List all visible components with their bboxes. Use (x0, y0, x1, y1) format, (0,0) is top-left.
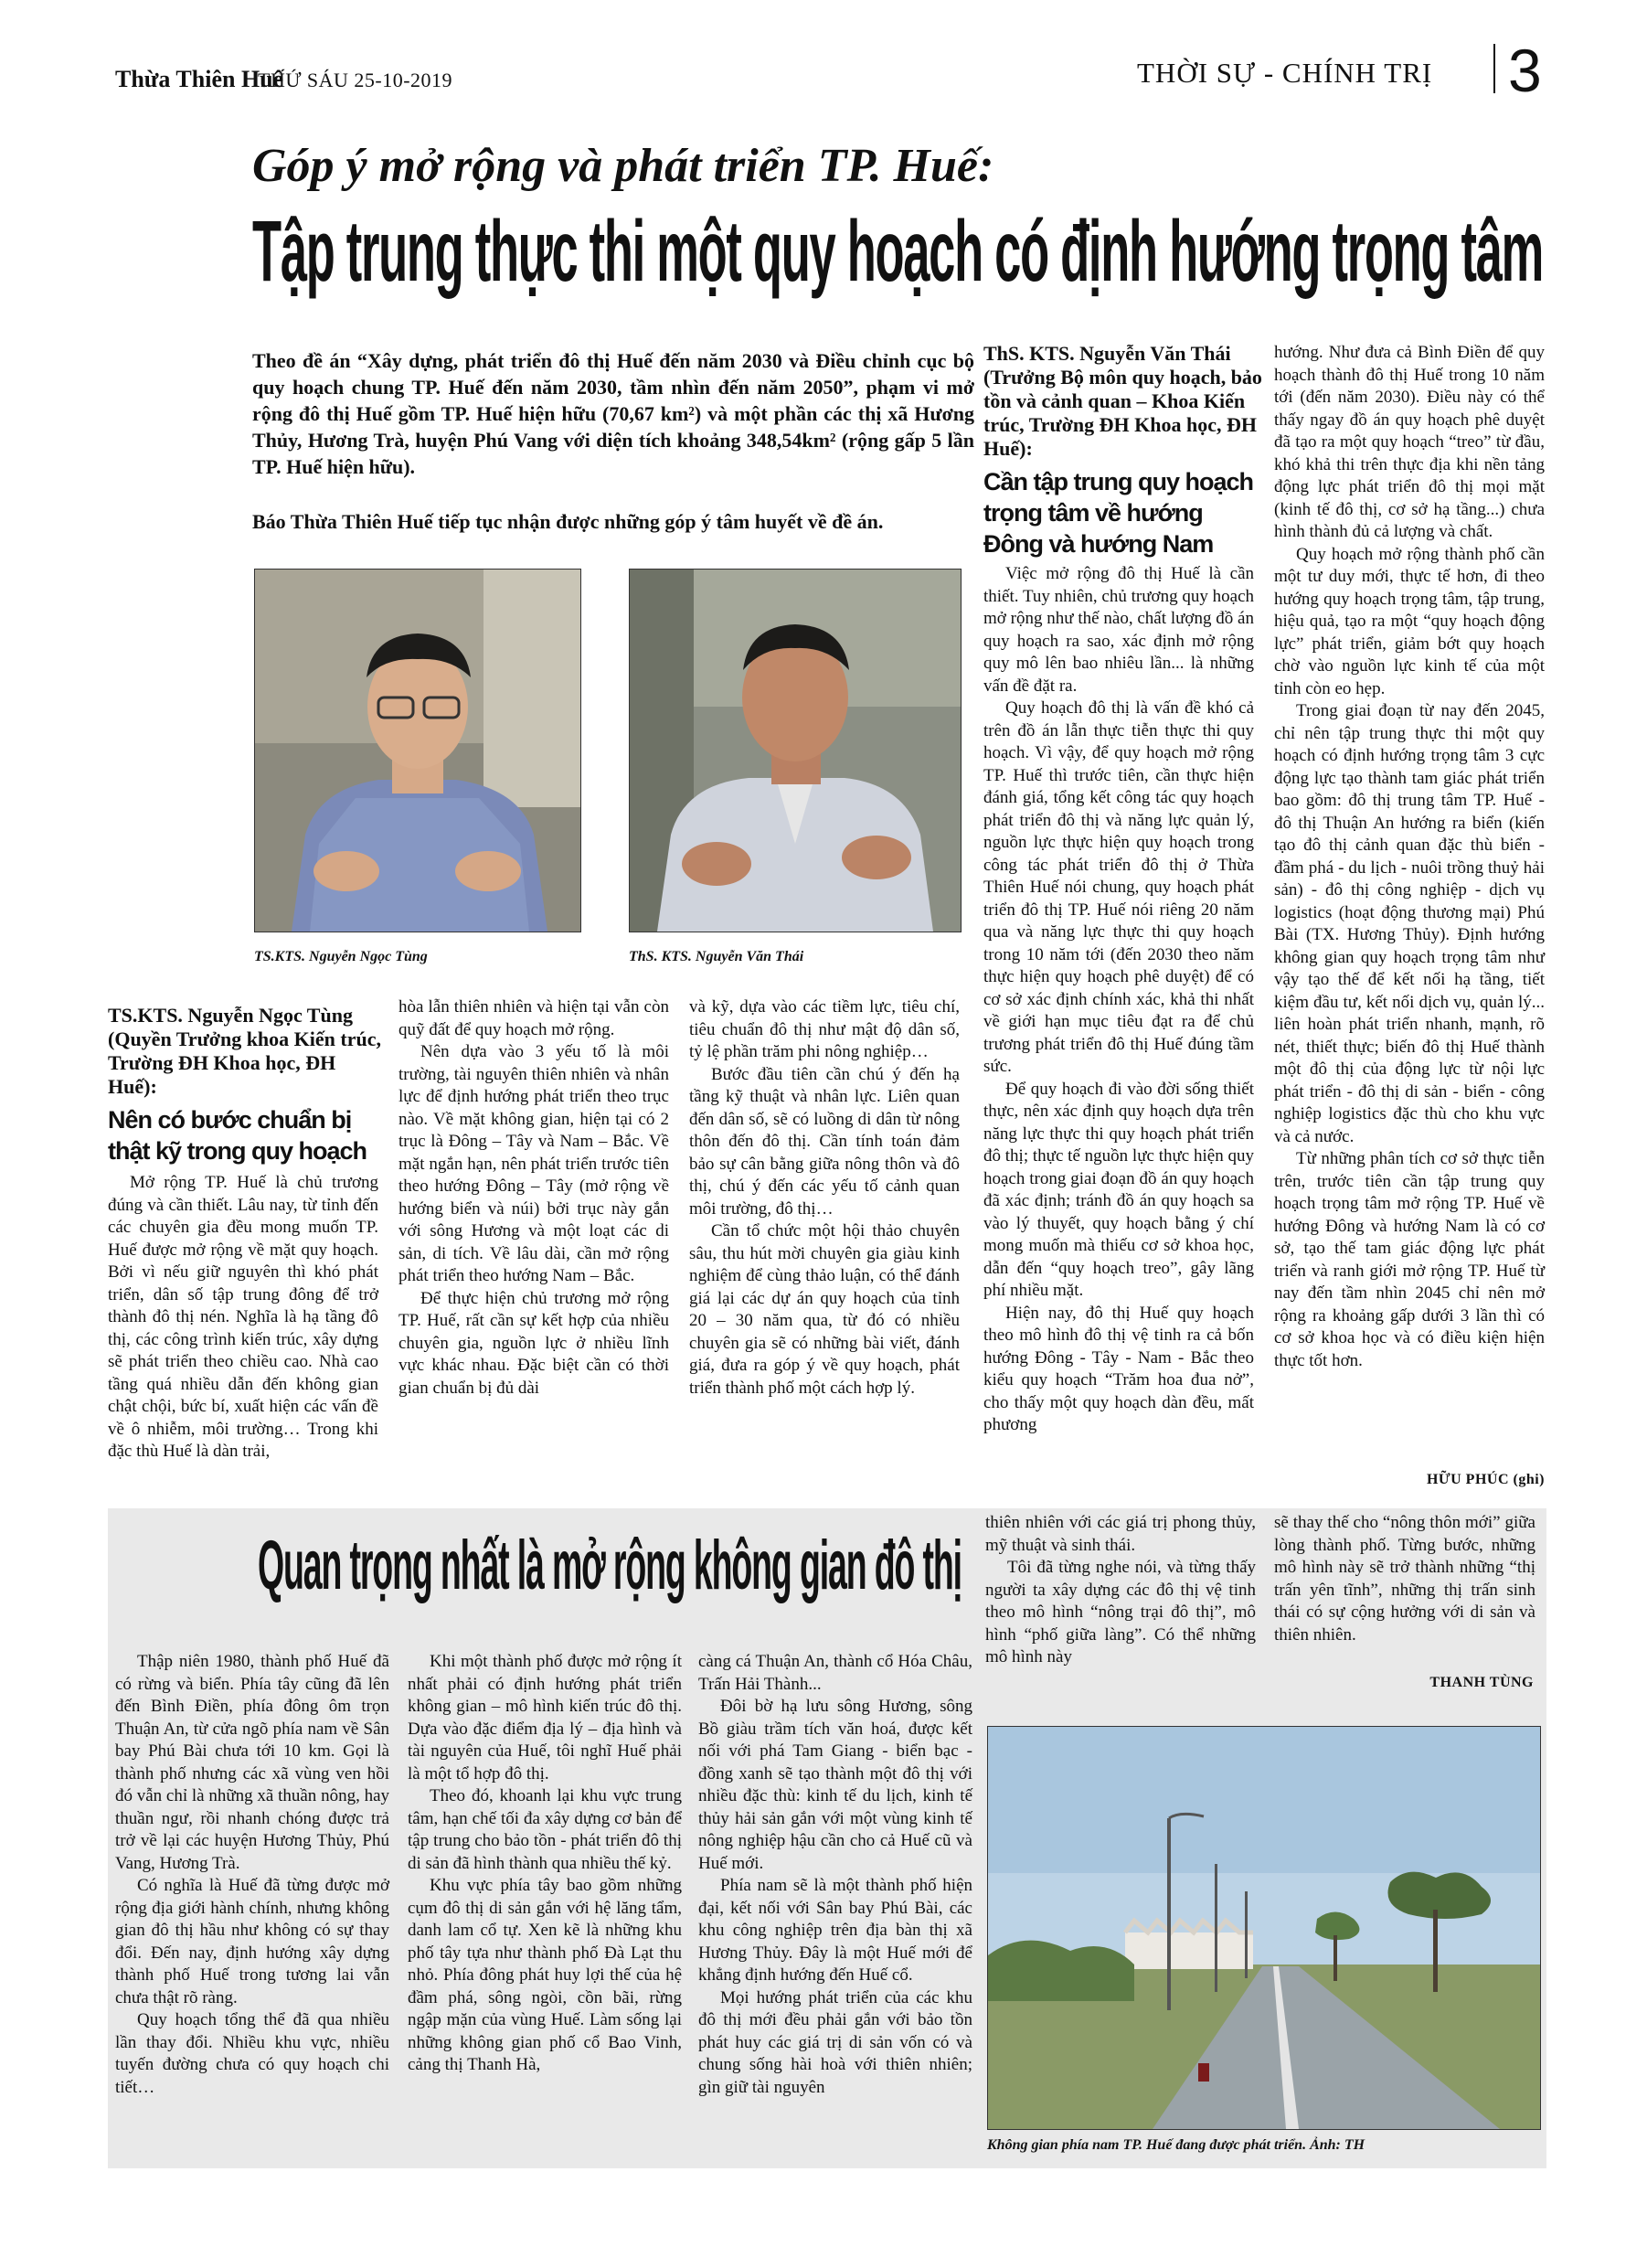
box-paragraph: Thập niên 1980, thành phố Huế đã có rừng và biển. Phía tây cũng đã lên đến Bình Điền, phía đông ôm trọn Thuận An, từ cửa ngõ phía nam về Sân bay Phú Bài chưa tới 10 km. Gọi là thành phố nhưng các xã vùng ven hồi đó vẫn chỉ là những xã thuần nông, hay thuần ngư, rồi nhanh chóng được trả trở về lại các huyện Hương Thủy, Phú Vang, Hương Trà. (115, 1652, 389, 1873)
tung-paragraph: Để thực hiện chủ trương mở rộng TP. Huế, rất cần sự kết hợp của nhiều chuyên gia, nguồn lực ở nhiều lĩnh vực khác nhau. Đặc biệt cần có thời gian chuẩn bị đủ dài (398, 1288, 669, 1398)
tung-column-1 (108, 1172, 378, 1464)
subhead-tung: Nên có bước chuẩn bị thật kỹ trong quy hoạch (108, 1106, 367, 1165)
box-headline: Quan trọng nhất là mở rộng không gian đô thị (258, 1526, 962, 1604)
box-column-3 (698, 1651, 972, 2099)
article-lead: Theo đề án “Xây dựng, phát triển đô thị Huế đến năm 2030 và Điều chỉnh cục bộ quy hoạch chung TP. Huế đến năm 2030, tầm nhìn đến năm 2050”, phạm vi mở rộng đô thị Huế gồm TP. Huế hiện hữu (70,67 km²) và một phần các thị xã Hương Thủy, Hương Trà, huyện Phú Vang với diện tích khoảng 348,54km² (rộng gấp 5 lần TP. Huế hiện hữu). (252, 349, 974, 478)
box-paragraph: càng cá Thuận An, thành cổ Hóa Châu, Trấn Hải Thành... (698, 1652, 972, 1694)
box-paragraph: Quy hoạch tổng thể đã qua nhiều lần thay đổi. Nhiều khu vực, nhiều tuyến đường chưa có quy hoạch chi tiết… (115, 2010, 389, 2097)
byline-thai: ThS. KTS. Nguyễn Văn Thái (Trưởng Bộ môn quy hoạch, bảo tồn và cảnh quan – Khoa Kiến trúc, Trường ĐH Khoa học, ĐH Huế): (983, 342, 1262, 460)
box-paragraph: Phía nam sẽ là một thành phố hiện đại, kết nối với Sân bay Phú Bài, các khu công nghiệp trên địa bàn thị xã Hương Thủy. Đây là một Huế mới để khẳng định hướng đến Huế cổ. (698, 1876, 972, 1985)
box-column-4 (985, 1512, 1256, 1669)
paper-name: Thừa Thiên Huế (115, 66, 284, 92)
tung-paragraph: hòa lẫn thiên nhiên và hiện tại vẫn còn quỹ đất để quy hoạch mở rộng. (398, 997, 669, 1039)
thai-paragraph: Việc mở rộng đô thị Huế là cần thiết. Tuy nhiên, chủ trương quy hoạch mở rộng như thế nào, chất lượng đồ án quy hoạch ra sao, xác định mở rộng quy mô lên bao nhiêu lần... là những vấn đề đặt ra. (983, 564, 1254, 696)
article-credit: HỮU PHÚC (ghi) (1426, 1472, 1545, 1487)
street-photo (987, 1726, 1541, 2130)
box-paragraph: Khu vực phía tây bao gồm những cụm đô thị di sản gắn với hệ lăng tẩm, danh lam cổ tự. Xen kẽ là những khu phố tây tựa như thành phố Đà Lạt thu nhỏ. Phía đông phát huy lợi thế của hệ đầm phá, sông ngòi, cồn bãi, rừng ngập mặn của vùng Huế. Làm sống lại những không gian phố cổ Bao Vinh, cảng thị Thanh Hà, (408, 1876, 682, 2074)
thai-paragraph: hướng. Như đưa cả Bình Điền để quy hoạch thành đô thị Huế trong 10 năm tới (đến năm 2030). Điều này có thể thấy ngay đồ án quy hoạch phê duyệt đã tạo ra một quy hoạch “treo” từ đầu, khó khả thi trên thực địa khi nền tảng động lực phát triển đô thị mọi mặt (kinh tế đô thị, cơ sở hạ tầng...) chưa hình thành đủ cả lượng và chất. (1274, 343, 1545, 541)
byline-tung: TS.KTS. Nguyễn Ngọc Tùng (Quyền Trưởng khoa Kiến trúc, Trường ĐH Khoa học, ĐH Huế): (108, 1004, 381, 1098)
box-paragraph: thiên nhiên với các giá trị phong thủy, mỹ thuật và sinh thái. (985, 1513, 1256, 1555)
tung-paragraph: Bước đầu tiên cần chú ý đến hạ tầng kỹ thuật và nhân lực. Liên quan đến dân số, sẽ có luồng di dân từ nông thôn đến đô thị. Cần tính toán đảm bảo sự cân bằng giữa nông thôn và đô thị, chú ý đến các yếu tố cảnh quan môi trường, đô thị… (689, 1064, 960, 1219)
box-column-1 (115, 1651, 389, 2099)
tung-paragraph: Nên dựa vào 3 yếu tố là môi trường, tài nguyên thiên nhiên và nhân lực để định hướng phát triển theo trục nào. Về mặt không gian, hiện tại có 2 trục là Đông – Tây và Nam – Bắc. Về mặt ngắn hạn, nên phát triển trước tiên theo hướng Đông – Tây (mở rộng về hướng biển và núi) bởi trục này gắn với sông Hương và một loạt các di sản, di tích. Về lâu dài, cần mở rộng phát triển theo hướng Nam – Bắc. (398, 1042, 669, 1285)
section-title: THỜI SỰ - CHÍNH TRỊ (1137, 57, 1433, 89)
box-paragraph: Có nghĩa là Huế đã từng được mở rộng địa giới hành chính, nhưng không gian đô thị hầu như không có sự thay đổi. Đến nay, định hướng xây dựng thành phố Huế trong tương lai vẫn chưa thật rõ ràng. (115, 1876, 389, 2007)
tung-column-3 (689, 996, 960, 1400)
header-divider (1493, 44, 1495, 93)
box-paragraph: Theo đó, khoanh lại khu vực trung tâm, hạn chế tối đa xây dựng cơ bản để tập trung cho bảo tồn - phát triển đô thị di sản đã hình thành qua nhiều thế kỷ. (408, 1786, 682, 1873)
portrait-photo-tung (254, 569, 581, 932)
box-credit: THANH TÙNG (1429, 1675, 1534, 1690)
thai-paragraph: Quy hoạch mở rộng thành phố cần một tư duy mới, thực tế hơn, đi theo hướng quy hoạch trọng tâm, tập trung, hiệu quả, tạo ra một “quy hoạch động lực” phát triển, giảm bớt quy hoạch chờ vào nguồn lực kinh tế của một tỉnh còn eo hẹp. (1274, 544, 1545, 698)
photo-caption-thai: ThS. KTS. Nguyễn Văn Thái (629, 949, 804, 964)
photo-caption-tung: TS.KTS. Nguyễn Ngọc Tùng (254, 949, 428, 964)
tung-paragraph: và kỹ, dựa vào các tiềm lực, tiêu chí, tiêu chuẩn đô thị như mật độ dân số, tỷ lệ phần trăm phi nông nghiệp… (689, 997, 960, 1061)
article-lead-note: Báo Thừa Thiên Huế tiếp tục nhận được những góp ý tâm huyết về đề án. (252, 510, 884, 533)
thai-paragraph: Để quy hoạch đi vào đời sống thiết thực, nên xác định quy hoạch dựa trên năng lực thực thi quy hoạch phát triển đô thị; thực tế nguồn lực thực hiện quy hoạch trong giai đoạn đồ án quy hoạch đã xác định; tránh đồ án quy hoạch sa vào lý thuyết, quy hoạch bằng ý chí mong muốn mà thiếu cơ sở khoa học, dẫn đến “quy hoạch treo”, gây lãng phí nhiều mặt. (983, 1079, 1254, 1300)
box-paragraph: sẽ thay thế cho “nông thôn mới” giữa lòng thành phố. Từng bước, những mô hình này sẽ trở thành những “thị trấn yên tĩnh”, những thị trấn sinh thái có sự cộng hưởng với di sản và thiên nhiên. (1274, 1513, 1535, 1645)
tung-column-2 (398, 996, 669, 1400)
thai-column-2 (1274, 342, 1545, 1372)
tung-paragraph: Mở rộng TP. Huế là chủ trương đúng và cần thiết. Lâu nay, từ tỉnh đến các chuyên gia đều mong muốn TP. Huế được mở rộng về mặt quy hoạch. Bởi vì nếu giữ nguyên thì khó phát triển, dân số tập trung đông để trở thành đô thị nén. Nghĩa là hạ tầng đô thị, các công trình kiến trúc, xây dựng sẽ phát triển theo chiều cao. Nhà cao tầng quá nhiều dẫn đến không gian chật chội, bức bí, xuất hiện các vấn đề về ô nhiễm, môi trường… Trong khi đặc thù Huế là dàn trải, (108, 1173, 378, 1461)
box-paragraph: Đôi bờ hạ lưu sông Hương, sông Bồ giàu trầm tích văn hoá, được kết nối với phá Tam Giang - biển bạc - đồng xanh sẽ tạo thành một đô thị với nhiều đặc thù: kinh tế du lịch, kinh tế thủy hải sản gắn với một vùng kinh tế nông nghiệp hậu cần cho cả Huế cũ và Huế mới. (698, 1697, 972, 1873)
box-paragraph: Tôi đã từng nghe nói, và từng thấy người ta xây dựng các đô thị vệ tinh theo mô hình “nông trại đô thị”, mô hình “phố giữa làng”. Có thể những mô hình này (985, 1558, 1256, 1666)
thai-paragraph: Từ những phân tích cơ sở thực tiễn trên, trước tiên cần tập trung quy hoạch trọng tâm mở rộng TP. Huế về hướng Đông và hướng Nam là có cơ sở, tạo thế tam giác động lực phát triển và ranh giới mở rộng TP. Huế từ nay đến tầm nhìn 2045 chỉ nên mở rộng ra khoảng gấp dưới 3 lần thì có cơ sở khoa học và có điều kiện hiện thực tốt hơn. (1274, 1149, 1545, 1370)
street-photo-caption: Không gian phía nam TP. Huế đang được phát triển. Ảnh: TH (987, 2137, 1365, 2153)
box-paragraph: Khi một thành phố được mở rộng ít nhất phải có định hướng phát triển không gian – mô hình kiến trúc đô thị. Dựa vào đặc điểm địa lý – địa hình và tài nguyên của Huế, tôi nghĩ Huế phải là một tổ hợp đô thị. (408, 1652, 682, 1784)
page-number: 3 (1508, 37, 1542, 104)
box-column-5 (1274, 1512, 1535, 1646)
issue-date: THỨ SÁU 25-10-2019 (258, 69, 453, 91)
box-column-2 (408, 1651, 682, 2077)
subhead-thai: Cần tập trung quy hoạch trọng tâm về hướng Đông và hướng Nam (983, 468, 1254, 558)
box-paragraph: Mọi hướng phát triển của các khu đô thị mới đều phải gắn với bảo tồn phát huy các giá trị di sản vốn có và chung sống hài hoà với thiên nhiên; gìn giữ tài nguyên (698, 1987, 972, 2097)
thai-paragraph: Trong giai đoạn từ nay đến 2045, chỉ nên tập trung thực thi một quy hoạch có định hướng trọng tâm 3 cực động lực tạo thành tam giác phát triển bao gồm: đô thị trung tâm TP. Huế - đô thị Thuận An hướng ra biển (kiến tạo đô thị cảnh quan đặc thù biển - đầm phá - du lịch - nuôi trồng thuỷ hải sản) - đô thị công nghiệp - dịch vụ logistics (hoạt động thương mại) Phú Bài (TX. Hương Thủy). Định hướng không gian quy hoạch trọng tâm như vậy tạo thế để kết nối hạ tầng, tiết kiệm đầu tư, kết nối dịch vụ, quản lý... liên hoàn phát triển nhanh, mạnh, rõ nét, thiết thực; biến đô thị Huế thành một đô thị của động lực từ nội lực phát triển - đô thị di sản - biển - công nghiệp logistics đặc thù cho khu vực và cả nước. (1274, 701, 1545, 1146)
article-kicker: Góp ý mở rộng và phát triển TP. Huế: (252, 140, 994, 192)
thai-column-1 (983, 563, 1254, 1437)
portrait-photo-thai (629, 569, 962, 932)
thai-paragraph: Quy hoạch đô thị là vấn đề khó cả trên đồ án lẫn thực tiễn thực thi quy hoạch. Vì vậy, để quy hoạch mở rộng TP. Huế thì trước tiên, cần thực hiện đánh giá, tổng kết công tác quy hoạch phát triển đô thị và năng lực quản lý, nguồn lực thực hiện quy hoạch trong công tác phát triển đô thị ở Thừa Thiên Huế nói chung, quy hoạch phát triển đô thị TP. Huế nói riêng 20 năm qua và năng lực thực thi quy hoạch trong 10 năm tới (đến 2030 theo năm thực hiện quy hoạch phê duyệt) để có cơ sở xác định chính xác, khả thi nhất về giới hạn mục tiêu đạt ra để chủ trương phát triển đô thị Huế đúng tầm sức. (983, 698, 1254, 1076)
thai-paragraph: Hiện nay, đô thị Huế quy hoạch theo mô hình đô thị vệ tinh ra cả bốn hướng Đông - Tây - Nam - Bắc theo kiểu quy hoạch “Trăm hoa đua nở”, cho thấy một quy hoạch dàn đều, mất phương (983, 1303, 1254, 1434)
article-headline: Tập trung thực thi một quy hoạch có định hướng trọng tâm (252, 204, 1543, 300)
tung-paragraph: Cần tổ chức một hội thảo chuyên sâu, thu hút mời chuyên gia giàu kinh nghiệm để cùng thảo luận, có thể đánh giá lại các dự án quy hoạch của tỉnh 20 – 30 năm qua, từ đó có nhiều chuyên gia sẽ có những bài viết, đánh giá, đưa ra góp ý về quy hoạch, phát triển thành phố một cách hợp lý. (689, 1221, 960, 1398)
